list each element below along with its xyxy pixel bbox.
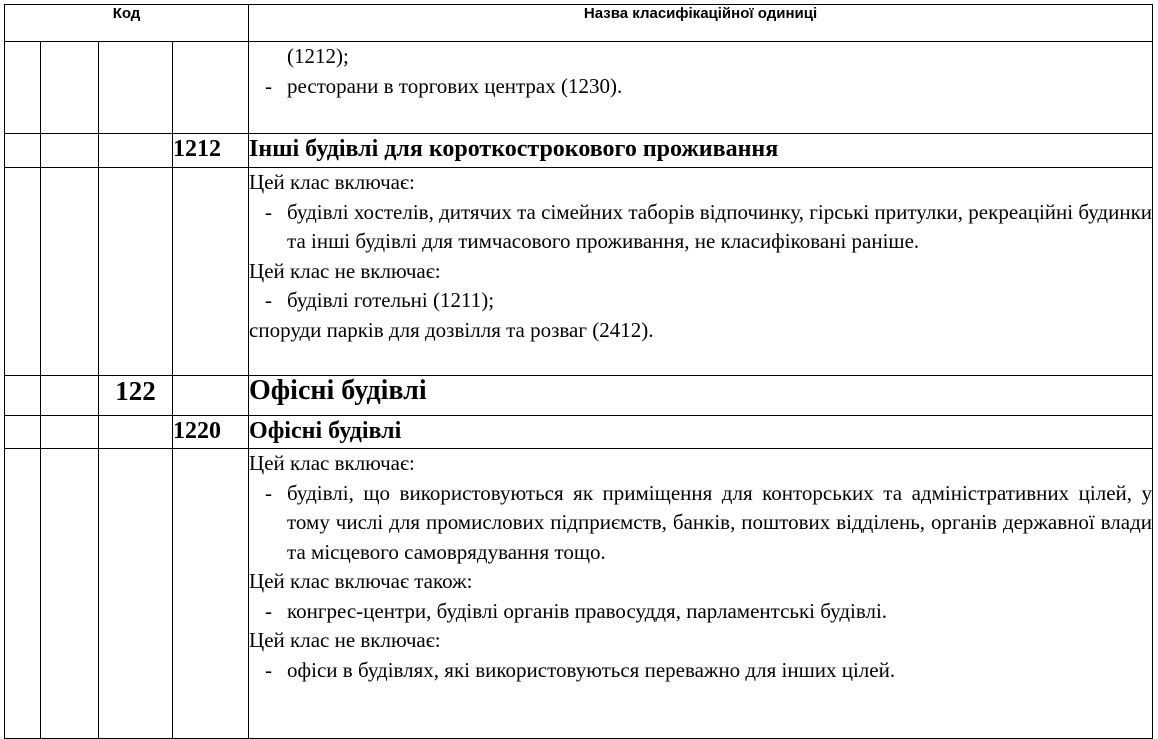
code-level-4-cell bbox=[173, 376, 249, 416]
code-level-4-cell bbox=[173, 168, 249, 376]
code-level-1-cell bbox=[5, 134, 41, 168]
bullet-text: будівлі хостелів, дитячих та сімейних таборів відпочинку, гірські притулки, рекреаційні будинки та інші будівлі для тимчасового проживання, не класифіковані раніше. bbox=[287, 199, 1153, 253]
code-level-1-cell bbox=[5, 42, 41, 134]
code-level-4-cell bbox=[173, 42, 249, 134]
excludes-heading: Цей клас не включає: bbox=[249, 258, 441, 283]
code-level-2-cell bbox=[41, 416, 99, 449]
code-level-2-cell bbox=[41, 134, 99, 168]
code-level-3-cell bbox=[99, 168, 173, 376]
class-code: 1212 bbox=[173, 134, 249, 168]
code-level-2-cell bbox=[41, 376, 99, 416]
name-column-header: Назва класифікаційної одиниці bbox=[249, 5, 1153, 42]
continuation-text-cell bbox=[249, 42, 1153, 134]
group-row bbox=[5, 376, 1153, 416]
code-level-3-cell bbox=[99, 449, 173, 739]
bullet-item bbox=[249, 656, 1152, 686]
continuation-row bbox=[5, 42, 1153, 134]
bullet-item bbox=[249, 286, 1152, 316]
bullet-dash: - bbox=[265, 657, 273, 682]
code-level-2-cell bbox=[41, 168, 99, 376]
class-row bbox=[5, 416, 1153, 449]
code-level-3-cell bbox=[99, 134, 173, 168]
excludes-heading: Цей клас не включає: bbox=[249, 628, 441, 652]
bullet-item bbox=[249, 479, 1152, 568]
code-level-2-cell bbox=[41, 42, 99, 134]
bullet-text: офіси в будівлях, які використовуються переважно для інших цілей. bbox=[287, 657, 896, 682]
bullet-dash: - bbox=[265, 73, 273, 98]
bullet-text: конгрес-центри, будівлі органів правосуддя, парламентські будівлі. bbox=[287, 598, 888, 623]
bullet-text: будівлі готельні (1211); bbox=[287, 288, 495, 312]
excluded-item-text: споруди парків для дозвілля та розваг (2412). bbox=[249, 317, 654, 342]
code-level-1-cell bbox=[5, 449, 41, 739]
class-row bbox=[5, 134, 1153, 168]
bullet-item bbox=[249, 72, 1152, 102]
includes-heading: Цей клас включає: bbox=[249, 170, 415, 194]
bullet-dash: - bbox=[265, 598, 273, 623]
code-level-3-cell bbox=[99, 42, 173, 134]
description-row bbox=[5, 168, 1153, 376]
bullet-item bbox=[249, 198, 1152, 257]
also-includes-heading: Цей клас включає також: bbox=[249, 569, 473, 593]
includes-heading: Цей клас включає: bbox=[249, 451, 415, 475]
bullet-dash: - bbox=[265, 480, 273, 505]
code-column-header: Код bbox=[5, 5, 249, 42]
code-level-4-cell bbox=[173, 449, 249, 739]
classification-table bbox=[4, 4, 1153, 739]
bullet-text: будівлі, що використовуються як приміщення для конторських та адміністративних цілей, у тому числі для промислових підприємств, банків, поштових відділень, органів державної влади та місцевого самоврядування тощо. bbox=[287, 480, 1153, 564]
code-level-2-cell bbox=[41, 449, 99, 739]
bullet-dash: - bbox=[265, 199, 273, 224]
code-level-1-cell bbox=[5, 376, 41, 416]
class-code: 1220 bbox=[173, 416, 249, 449]
code-level-1-cell bbox=[5, 168, 41, 376]
header-row bbox=[5, 5, 1153, 42]
code-level-1-cell bbox=[5, 416, 41, 449]
class-title: Офісні будівлі bbox=[249, 416, 1153, 449]
description-text-cell bbox=[249, 449, 1153, 739]
group-title: Офісні будівлі bbox=[249, 376, 1153, 416]
description-row bbox=[5, 449, 1153, 739]
group-code: 122 bbox=[99, 376, 173, 416]
continued-reference: (1212); bbox=[287, 44, 349, 68]
class-title: Інші будівлі для короткострокового проживання bbox=[249, 134, 1153, 168]
bullet-text: ресторани в торгових центрах (1230). bbox=[287, 73, 623, 98]
bullet-dash: - bbox=[265, 288, 273, 312]
description-text-cell bbox=[249, 168, 1153, 376]
code-level-3-cell bbox=[99, 416, 173, 449]
bullet-item bbox=[249, 597, 1152, 627]
